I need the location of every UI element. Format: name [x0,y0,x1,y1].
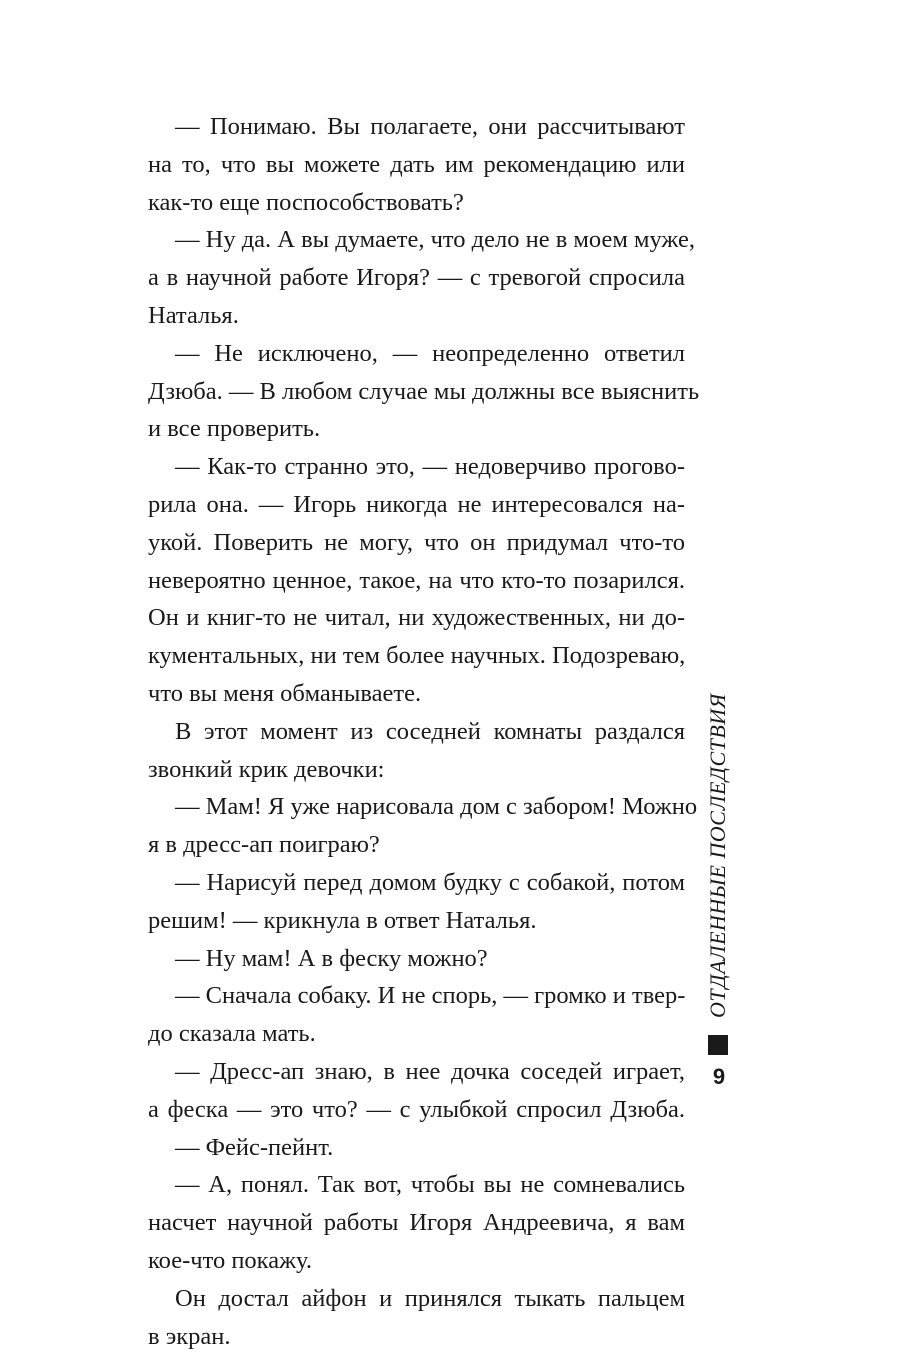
text-line: я в дресс-ап поиграю? [148,826,685,864]
text-line: укой. Поверить не могу, что он придумал что-то [148,524,685,562]
text-line: кое-что покажу. [148,1242,685,1280]
body-text [148,108,685,1355]
text-line: — А, понял. Так вот, чтобы вы не сомневались [148,1166,685,1204]
text-line: невероятно ценное, такое, на что кто-то позарился. [148,562,685,600]
text-line: Он и книг-то не читал, ни художественных, ни до- [148,599,685,637]
page-number: 9 [704,1064,734,1090]
text-line: рила она. — Игорь никогда не интересовался на- [148,486,685,524]
text-line: кументальных, ни тем более научных. Подозреваю, [148,637,685,675]
text-line: как-то еще поспособствовать? [148,184,685,222]
text-line: — Фейс-пейнт. [148,1129,685,1167]
text-line: — Нарисуй перед домом будку с собакой, потом [148,864,685,902]
text-line: Наталья. [148,297,685,335]
text-line: насчет научной работы Игоря Андреевича, я вам [148,1204,685,1242]
text-line: а феска — это что? — с улыбкой спросил Дзюба. [148,1091,685,1129]
text-line: до сказала мать. [148,1015,685,1053]
text-line: — Ну мам! А в феску можно? [148,940,685,978]
text-line: — Как-то странно это, — недоверчиво прогово- [148,448,685,486]
text-line: — Дресс-ап знаю, в нее дочка соседей играет, [148,1053,685,1091]
text-line: звонкий крик девочки: [148,751,685,789]
text-line: а в научной работе Игоря? — с тревогой спросила [148,259,685,297]
text-line: В этот момент из соседней комнаты раздался [148,713,685,751]
text-line: и все проверить. [148,410,685,448]
text-line: — Ну да. А вы думаете, что дело не в моем муже, [148,221,685,259]
text-line: в экран. [148,1318,685,1355]
square-marker-icon [708,1035,728,1055]
text-line: решим! — крикнула в ответ Наталья. [148,902,685,940]
text-line: Дзюба. — В любом случае мы должны все выяснить [148,373,685,411]
text-line: — Мам! Я уже нарисовала дом с забором! Можно [148,788,685,826]
text-line: — Сначала собаку. И не спорь, — громко и твер- [148,977,685,1015]
text-line: Он достал айфон и принялся тыкать пальцем [148,1280,685,1318]
running-title: ОТДАЛЕННЫЕ ПОСЛЕДСТВИЯ [698,718,738,1018]
text-line: — Понимаю. Вы полагаете, они рассчитывают [148,108,685,146]
text-line: что вы меня обманываете. [148,675,685,713]
text-line: — Не исключено, — неопределенно ответил [148,335,685,373]
text-line: на то, что вы можете дать им рекомендацию или [148,146,685,184]
